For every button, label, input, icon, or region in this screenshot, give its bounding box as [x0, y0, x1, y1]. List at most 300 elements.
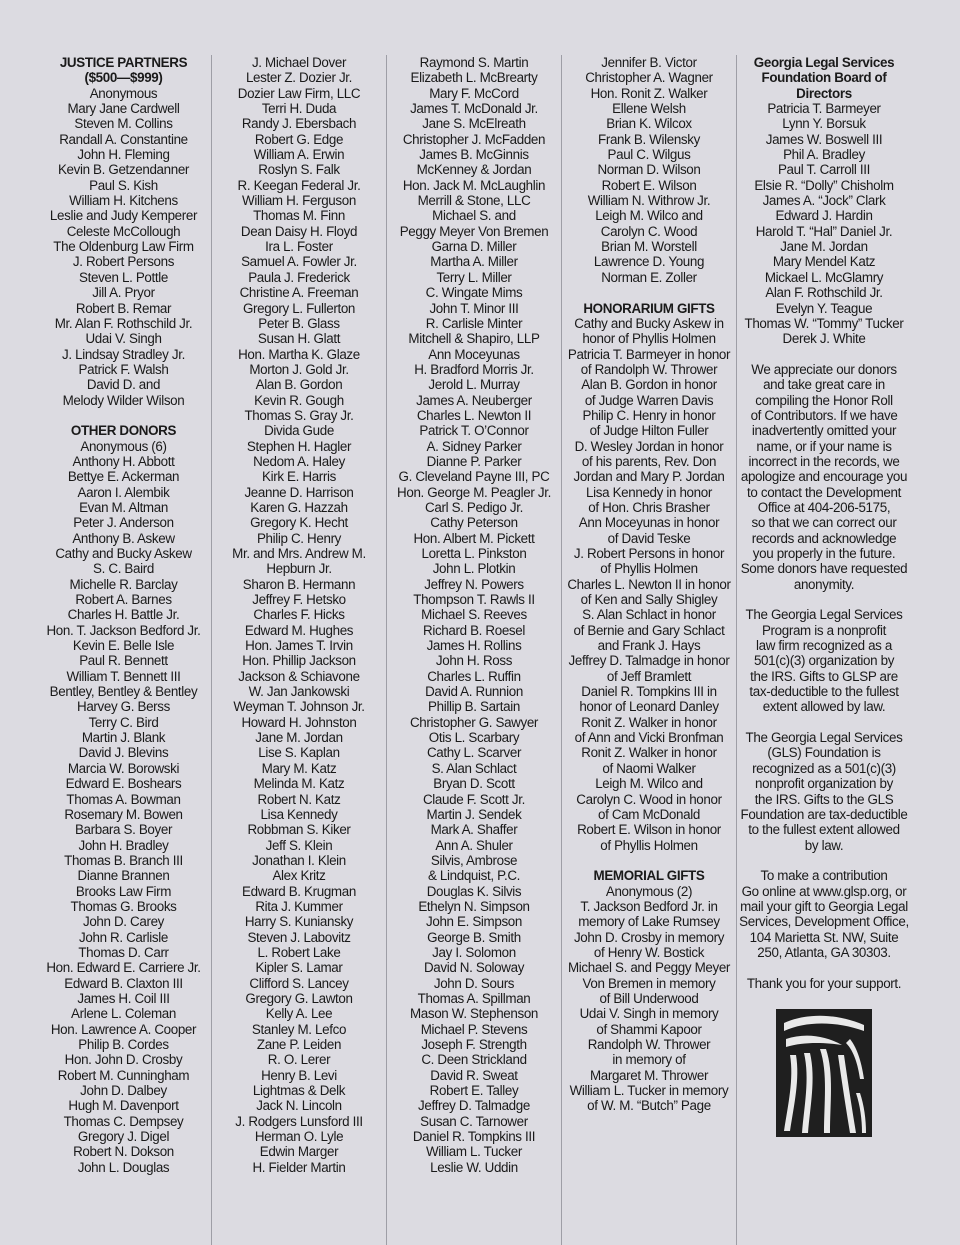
- list-item: Bentley, Bentley & Bentley: [49, 684, 198, 700]
- list-item: Alex Kritz: [272, 868, 326, 884]
- list-item: Henry B. Levi: [261, 1067, 337, 1083]
- logo-container: [737, 1009, 911, 1137]
- list-item: Anonymous (6): [80, 438, 167, 454]
- list-item: of Hon. Chris Brasher: [588, 499, 710, 515]
- list-item: records and acknowledge: [751, 530, 897, 546]
- list-item: Hon. Albert M. Pickett: [413, 530, 535, 546]
- list-item: Lisa Kennedy in honor: [586, 484, 712, 500]
- list-item: Jeffrey D. Talmadge: [418, 1098, 530, 1114]
- list-item: Peter J. Anderson: [73, 515, 174, 531]
- list-item: Kirk E. Harris: [262, 469, 336, 485]
- list-item: Karen G. Hazzah: [250, 499, 348, 515]
- list-item: Susan H. Glatt: [257, 331, 341, 347]
- section-heading: Directors: [796, 85, 852, 101]
- section-heading: JUSTICE PARTNERS: [59, 55, 188, 70]
- list-item: John H. Ross: [435, 653, 513, 669]
- list-item: James A. Neuberger: [416, 392, 532, 408]
- list-item: Christine A. Freeman: [239, 285, 359, 301]
- list-item: Udai V. Singh in memory: [579, 1006, 719, 1022]
- list-item: by law.: [804, 837, 844, 853]
- list-item: Thomas S. Gray Jr.: [244, 407, 354, 423]
- list-item: Ira L. Foster: [265, 239, 333, 255]
- list-item: Robert B. Remar: [75, 300, 172, 316]
- list-item: Bettye E. Ackerman: [67, 469, 180, 485]
- list-item: Brian M. Worstell: [601, 239, 697, 255]
- list-item: Lester Z. Dozier Jr.: [245, 70, 353, 86]
- list-item: Lise S. Kaplan: [258, 745, 340, 761]
- list-item: R. Keegan Federal Jr.: [237, 177, 361, 193]
- list-item: Robert N. Dokson: [73, 1144, 174, 1160]
- list-item: Terry L. Miller: [436, 269, 512, 285]
- list-item: Divida Gude: [264, 423, 334, 439]
- list-item: H. Fielder Martin: [252, 1159, 346, 1175]
- list-item: Udai V. Singh: [85, 331, 162, 347]
- list-item: Jeffrey D. Talmadge in honor: [568, 653, 730, 669]
- list-item: Kipler S. Lamar: [255, 960, 343, 976]
- list-item: Nedom A. Haley: [253, 453, 345, 469]
- list-item: Ann Moceyunas in honor: [578, 515, 720, 531]
- list-item: Thompson T. Rawls II: [413, 592, 535, 608]
- spacer: [737, 853, 911, 868]
- list-item: Hepburn Jr.: [266, 561, 332, 577]
- list-item: Von Bremen in memory: [582, 975, 716, 991]
- list-item: Gregory K. Hecht: [250, 515, 348, 531]
- list-item: Harold T. “Hal” Daniel Jr.: [755, 223, 893, 239]
- spacer: [562, 285, 736, 300]
- section-heading: MEMORIAL GIFTS: [593, 868, 705, 884]
- list-item: T. Jackson Bedford Jr. in: [580, 898, 718, 914]
- list-item: of Jeff Bramlett: [606, 668, 692, 684]
- list-item: Edward B. Claxton III: [64, 975, 183, 991]
- list-item: Charles L. Newton II in honor: [567, 576, 731, 592]
- list-item: G. Cleveland Payne III, PC: [398, 469, 550, 485]
- list-item: compiling the Honor Roll: [755, 392, 893, 408]
- list-item: William N. Withrow Jr.: [587, 193, 711, 209]
- list-item: John L. Douglas: [77, 1159, 170, 1175]
- section-heading: HONORARIUM GIFTS: [583, 300, 715, 316]
- list-item: Leigh M. Wilco and: [595, 776, 703, 792]
- gls-column-logo-icon: [776, 1009, 872, 1137]
- list-item: of David Teske: [607, 530, 691, 546]
- list-item: Carolyn C. Wood in honor: [576, 791, 722, 807]
- list-item: Charles F. Hicks: [253, 607, 345, 623]
- list-item: Lightmas & Delk: [252, 1083, 346, 1099]
- list-item: J. Lindsay Stradley Jr.: [62, 346, 185, 362]
- list-item: of Cam McDonald: [598, 806, 700, 822]
- list-item: David D. and: [86, 377, 161, 393]
- list-item: mail your gift to Georgia Legal: [740, 898, 908, 914]
- list-item: Evan M. Altman: [79, 499, 168, 515]
- list-item: Ronit Z. Walker in honor: [581, 745, 717, 761]
- spacer: [737, 715, 911, 730]
- list-item: Clifford S. Lancey: [249, 975, 349, 991]
- list-item: Leigh M. Wilco and: [595, 208, 703, 224]
- list-item: Evelyn Y. Teague: [775, 300, 873, 316]
- list-item: Go online at www.glsp.org, or: [741, 883, 907, 899]
- list-item: Jay I. Solomon: [432, 944, 516, 960]
- column-5: [736, 55, 911, 1245]
- list-item: William L. Tucker: [426, 1144, 522, 1160]
- list-item: Robbman S. Kiker: [247, 822, 351, 838]
- list-item: recognized as a 501(c)(3): [752, 760, 896, 776]
- list-item: Dean Daisy H. Floyd: [240, 223, 358, 239]
- list-item: 501(c)(3) organization by: [753, 653, 895, 669]
- list-item: of Judge Hilton Fuller: [589, 423, 709, 439]
- list-item: Alan F. Rothschild Jr.: [765, 285, 883, 301]
- list-item: Jonathan I. Klein: [252, 852, 346, 868]
- list-item: John D. Carey: [82, 914, 165, 930]
- list-item: Bryan D. Scott: [433, 776, 515, 792]
- list-item: Merrill & Stone, LLC: [417, 193, 531, 209]
- list-item: James A. “Jock” Clark: [762, 193, 886, 209]
- list-item: Herman O. Lyle: [254, 1129, 344, 1145]
- list-item: Jack N. Lincoln: [256, 1098, 342, 1114]
- list-item: Philip B. Cordes: [78, 1037, 169, 1052]
- list-item: Paula J. Frederick: [248, 269, 350, 285]
- list-item: Ann A. Shuler: [435, 837, 513, 853]
- list-item: Cathy Peterson: [430, 515, 518, 531]
- list-item: Elsie R. “Dolly” Chisholm: [754, 177, 894, 193]
- list-item: Anonymous: [89, 85, 158, 101]
- list-item: Stanley M. Lefco: [251, 1021, 347, 1037]
- list-item: R. O. Lerer: [267, 1052, 331, 1068]
- list-item: extent allowed by law.: [762, 699, 886, 715]
- list-item: C. Wingate Mims: [425, 285, 523, 301]
- list-item: J. Robert Persons: [72, 254, 175, 270]
- list-item: John R. Carlisle: [79, 929, 168, 945]
- list-item: Dianne Brannen: [77, 868, 170, 884]
- list-item: James B. McGinnis: [419, 147, 529, 163]
- list-item: Gregory J. Digel: [77, 1129, 170, 1145]
- list-item: Lisa Kennedy: [260, 806, 338, 822]
- list-item: Robert M. Cunningham: [57, 1067, 190, 1083]
- list-item: Martin J. Sendek: [426, 806, 522, 822]
- list-item: Patrick F. Walsh: [78, 361, 169, 377]
- list-item: Rita J. Kummer: [255, 898, 343, 914]
- list-item: Rosemary M. Bowen: [64, 806, 183, 822]
- list-item: Elizabeth L. McBrearty: [410, 70, 538, 86]
- list-item: Hugh M. Davenport: [68, 1098, 179, 1114]
- list-item: of Phyllis Holmen: [600, 561, 698, 577]
- list-item: Office at 404-206-5175,: [757, 499, 891, 515]
- list-item: Hon. Edward E. Carriere Jr.: [46, 960, 201, 976]
- list-item: Barbara S. Boyer: [74, 822, 173, 838]
- section-heading: OTHER DONORS: [70, 423, 177, 439]
- list-item: Thomas B. Branch III: [64, 852, 183, 868]
- list-item: Terri H. Duda: [261, 101, 337, 117]
- list-item: Leslie and Judy Kemperer: [49, 208, 198, 224]
- list-item: Gregory G. Lawton: [245, 990, 353, 1006]
- list-item: James H. Coil III: [77, 990, 170, 1006]
- list-item: Jackson & Schiavone: [238, 668, 360, 684]
- list-item: John E. Simpson: [426, 914, 522, 930]
- list-item: of his parents, Rev. Don: [581, 453, 717, 469]
- list-item: Foundation are tax-deductible: [740, 806, 908, 822]
- list-item: to contact the Development: [747, 484, 901, 500]
- list-item: Mr. Alan F. Rothschild Jr.: [54, 315, 193, 331]
- list-item: R. Carlisle Minter: [425, 315, 523, 331]
- list-item: Leslie W. Uddin: [430, 1159, 518, 1175]
- list-item: Randy J. Ebersbach: [241, 116, 357, 132]
- list-item: Randolph W. Thrower: [587, 1037, 711, 1052]
- list-item: of Naomi Walker: [602, 760, 696, 776]
- list-item: Cathy L. Scarver: [426, 745, 522, 761]
- list-item: Robert E. Wilson: [601, 177, 697, 193]
- list-item: Peter B. Glass: [258, 315, 340, 331]
- list-item: Marcia W. Borowski: [67, 760, 180, 776]
- list-item: Some donors have requested: [740, 561, 908, 577]
- list-item: Phil A. Bradley: [783, 147, 865, 163]
- spacer: [737, 347, 911, 362]
- list-item: Stephen H. Hagler: [246, 438, 352, 454]
- list-item: Brian K. Wilcox: [606, 116, 692, 132]
- list-item: John H. Fleming: [77, 147, 170, 163]
- list-item: Thank you for your support.: [746, 975, 902, 991]
- list-item: Mary Mendel Katz: [772, 254, 876, 270]
- list-item: Edward M. Hughes: [244, 622, 354, 638]
- column-3: [386, 55, 561, 1245]
- list-item: Ellene Welsh: [612, 101, 686, 117]
- list-item: Christopher J. McFadden: [402, 131, 546, 147]
- list-item: John D. Sours: [433, 975, 515, 991]
- list-item: Jeff S. Klein: [265, 837, 333, 853]
- column-4: [561, 55, 736, 1245]
- list-item: Philip C. Henry: [256, 530, 342, 546]
- list-item: Terry C. Bird: [88, 714, 159, 730]
- list-item: Lawrence D. Young: [593, 254, 705, 270]
- list-item: Norman E. Zoller: [601, 269, 697, 285]
- list-item: Kevin R. Gough: [254, 392, 344, 408]
- list-item: C. Deen Strickland: [421, 1052, 527, 1068]
- list-item: William H. Kitchens: [69, 193, 178, 209]
- list-item: incorrect in the records, we: [748, 453, 900, 469]
- list-item: David J. Blevins: [78, 745, 169, 761]
- list-item: Hon. T. Jackson Bedford Jr.: [46, 622, 201, 638]
- list-item: William A. Erwin: [253, 147, 345, 163]
- list-item: Harvey G. Berss: [77, 699, 170, 715]
- list-item: 104 Marietta St. NW, Suite: [749, 929, 899, 945]
- list-item: Robert G. Edge: [254, 131, 344, 147]
- list-item: Raymond S. Martin: [419, 55, 529, 70]
- list-item: S. C. Baird: [93, 561, 154, 577]
- list-item: Hon. George M. Peagler Jr.: [397, 484, 551, 500]
- list-item: James H. Rollins: [426, 638, 522, 654]
- list-item: Hon. Phillip Jackson: [242, 653, 356, 669]
- list-item: of Bernie and Gary Schlact: [573, 622, 725, 638]
- list-item: Brooks Law Firm: [75, 883, 172, 899]
- list-item: Dozier Law Firm, LLC: [237, 85, 361, 101]
- spacer: [562, 853, 736, 868]
- list-item: Jane M. Jordan: [255, 730, 343, 746]
- list-item: Garna D. Miller: [431, 239, 517, 255]
- section-heading: Foundation Board of: [761, 70, 887, 86]
- list-item: Jeanne D. Harrison: [244, 484, 354, 500]
- list-item: Steven M. Collins: [74, 116, 173, 132]
- list-item: Edward J. Hardin: [775, 208, 873, 224]
- list-item: inadvertently omitted your: [751, 423, 897, 439]
- spacer: [36, 408, 211, 423]
- column-1: [36, 55, 211, 1245]
- list-item: of Randolph W. Thrower: [580, 361, 718, 377]
- list-item: Edwin Marger: [259, 1144, 339, 1160]
- list-item: S. Alan Schlact: [431, 760, 517, 776]
- list-item: H. Bradford Morris Jr.: [414, 361, 534, 377]
- list-item: Randall A. Constantine: [59, 131, 188, 147]
- list-item: Martha A. Miller: [430, 254, 518, 270]
- list-item: & Lindquist, P.C.: [427, 868, 521, 884]
- list-item: David N. Soloway: [423, 960, 525, 976]
- list-item: John L. Plotkin: [432, 561, 516, 577]
- list-item: 250, Atlanta, GA 30303.: [757, 944, 891, 960]
- list-item: Margaret M. Thrower: [589, 1067, 709, 1083]
- list-item: Claude F. Scott Jr.: [422, 791, 525, 807]
- list-item: George B. Smith: [427, 929, 521, 945]
- list-item: W. Jan Jankowski: [248, 684, 350, 700]
- section-heading: Georgia Legal Services: [753, 55, 895, 70]
- list-item: Cathy and Bucky Askew in: [574, 315, 724, 331]
- list-item: honor of Phyllis Holmen: [582, 331, 716, 347]
- list-item: Harry S. Kuniansky: [244, 914, 354, 930]
- list-item: of Phyllis Holmen: [600, 837, 698, 853]
- list-item: A. Sidney Parker: [426, 438, 522, 454]
- list-item: Thomas A. Bowman: [66, 791, 181, 807]
- list-item: Charles H. Battle Jr.: [67, 607, 180, 623]
- list-item: Charles L. Ruffin: [427, 668, 521, 684]
- list-item: tax-deductible to the fullest: [749, 684, 899, 700]
- list-item: Jane S. McElreath: [422, 116, 526, 132]
- list-item: Jerold L. Murray: [428, 377, 520, 393]
- list-item: of Ken and Sally Shigley: [580, 592, 718, 608]
- list-item: Jordan and Mary P. Jordan: [573, 469, 725, 485]
- list-item: Hon. Martha K. Glaze: [238, 346, 360, 362]
- list-item: Anthony B. Askew: [72, 530, 175, 546]
- list-item: Kelly A. Lee: [265, 1006, 333, 1022]
- list-item: Thomas M. Finn: [253, 208, 345, 224]
- list-item: Sharon B. Hermann: [242, 576, 356, 592]
- list-item: Jill A. Pryor: [92, 285, 155, 301]
- list-item: Mason W. Stephenson: [409, 1006, 539, 1022]
- list-item: Carolyn C. Wood: [600, 223, 698, 239]
- list-item: Patrick T. O’Connor: [419, 423, 529, 439]
- list-item: in memory of: [612, 1052, 686, 1068]
- list-item: Robert E. Wilson in honor: [577, 822, 721, 838]
- list-item: Carl S. Pedigo Jr.: [425, 499, 523, 515]
- list-item: Jeffrey F. Hetsko: [252, 592, 346, 608]
- list-item: of Ann and Vicki Bronfman: [574, 730, 724, 746]
- list-item: Paul T. Carroll III: [777, 162, 871, 178]
- column-2: [211, 55, 386, 1245]
- list-item: Melinda M. Katz: [253, 776, 345, 792]
- list-item: Program is a nonprofit: [761, 622, 887, 638]
- list-item: Michael S. and: [432, 208, 516, 224]
- list-item: Zane P. Leiden: [256, 1037, 342, 1052]
- list-item: Howard H. Johnston: [241, 714, 357, 730]
- list-item: William H. Ferguson: [242, 193, 356, 209]
- list-item: Charles L. Newton II: [416, 407, 532, 423]
- list-item: Celeste McCollough: [66, 223, 181, 239]
- list-item: Services, Development Office,: [739, 914, 909, 930]
- list-item: To make a contribution: [760, 868, 888, 884]
- list-item: of Bill Underwood: [599, 990, 699, 1006]
- section-heading: ($500—$999): [84, 70, 163, 86]
- list-item: Hon. Lawrence A. Cooper: [50, 1021, 197, 1037]
- list-item: Melody Wilder Wilson: [62, 392, 185, 408]
- list-item: James W. Boswell III: [765, 131, 883, 147]
- list-item: anonymity.: [793, 576, 855, 592]
- list-item: Peggy Meyer Von Bremen: [399, 223, 549, 239]
- list-item: Joseph F. Strength: [421, 1037, 527, 1052]
- list-item: J. Rodgers Lunsford III: [235, 1113, 363, 1129]
- list-item: Frank B. Wilensky: [598, 131, 700, 147]
- list-item: L. Robert Lake: [257, 944, 341, 960]
- list-item: Samuel A. Fowler Jr.: [241, 254, 357, 270]
- list-item: and Frank J. Hays: [597, 638, 701, 654]
- list-item: Derek J. White: [782, 331, 866, 347]
- list-item: John D. Dalbey: [80, 1083, 167, 1099]
- list-item: Hon. Jack M. McLaughlin: [402, 177, 546, 193]
- list-item: William T. Bennett III: [66, 668, 181, 684]
- list-item: name, or if your name is: [756, 438, 892, 454]
- list-item: Silvis, Ambrose: [430, 852, 518, 868]
- list-item: Susan C. Tarnower: [420, 1113, 528, 1129]
- list-item: Paul C. Wilgus: [607, 147, 691, 163]
- list-item: Otis L. Scarbary: [428, 730, 520, 746]
- list-item: The Oldenburg Law Firm: [53, 239, 194, 255]
- list-item: David R. Sweat: [430, 1067, 518, 1083]
- list-item: Alan B. Gordon in honor: [581, 377, 717, 393]
- list-item: S. Alan Schlact in honor: [582, 607, 716, 623]
- list-item: Ronit Z. Walker in honor: [581, 714, 717, 730]
- list-item: Mary Jane Cardwell: [67, 101, 180, 117]
- list-item: John D. Crosby in memory: [573, 929, 725, 945]
- list-item: John T. Minor III: [429, 300, 519, 316]
- list-item: Hon. John D. Crosby: [64, 1052, 183, 1068]
- list-item: Kevin E. Belle Isle: [72, 638, 175, 654]
- list-item: Cathy and Bucky Askew: [55, 546, 192, 561]
- list-item: J. Robert Persons in honor: [573, 546, 725, 561]
- list-item: Ethelyn N. Simpson: [418, 898, 530, 914]
- list-item: Kevin B. Getzendanner: [57, 162, 190, 178]
- list-item: Aaron I. Alembik: [77, 484, 170, 500]
- list-item: so that we can correct our: [751, 515, 897, 531]
- list-item: Paul S. Kish: [89, 177, 158, 193]
- list-item: Paul R. Bennett: [79, 653, 168, 669]
- list-item: Christopher G. Sawyer: [409, 714, 539, 730]
- list-item: D. Wesley Jordan in honor: [574, 438, 724, 454]
- list-item: apologize and encourage you: [740, 469, 908, 485]
- list-item: Thomas A. Spillman: [417, 990, 531, 1006]
- list-item: We appreciate our donors: [751, 361, 897, 377]
- list-item: Michael S. and Peggy Meyer: [567, 960, 731, 976]
- list-item: Michelle R. Barclay: [69, 576, 178, 592]
- list-item: Anonymous (2): [605, 883, 693, 899]
- list-item: to the fullest extent allowed: [748, 822, 900, 838]
- list-item: Patricia T. Barmeyer: [767, 101, 881, 117]
- list-item: Thomas G. Brooks: [70, 898, 177, 914]
- spacer: [737, 592, 911, 607]
- list-item: and take great care in: [763, 377, 885, 393]
- list-item: Norman D. Wilson: [597, 162, 701, 178]
- list-item: memory of Lake Rumsey: [578, 914, 720, 930]
- list-item: Daniel R. Tompkins III in: [581, 684, 717, 700]
- list-item: Anthony H. Abbott: [72, 453, 175, 469]
- list-item: Robert A. Barnes: [75, 592, 172, 608]
- list-item: William L. Tucker in memory: [569, 1083, 729, 1099]
- list-item: Dianne P. Parker: [426, 453, 522, 469]
- list-item: Mary M. Katz: [261, 760, 337, 776]
- list-item: Thomas C. Dempsey: [63, 1113, 184, 1129]
- list-item: Hon. Ronit Z. Walker: [590, 85, 708, 101]
